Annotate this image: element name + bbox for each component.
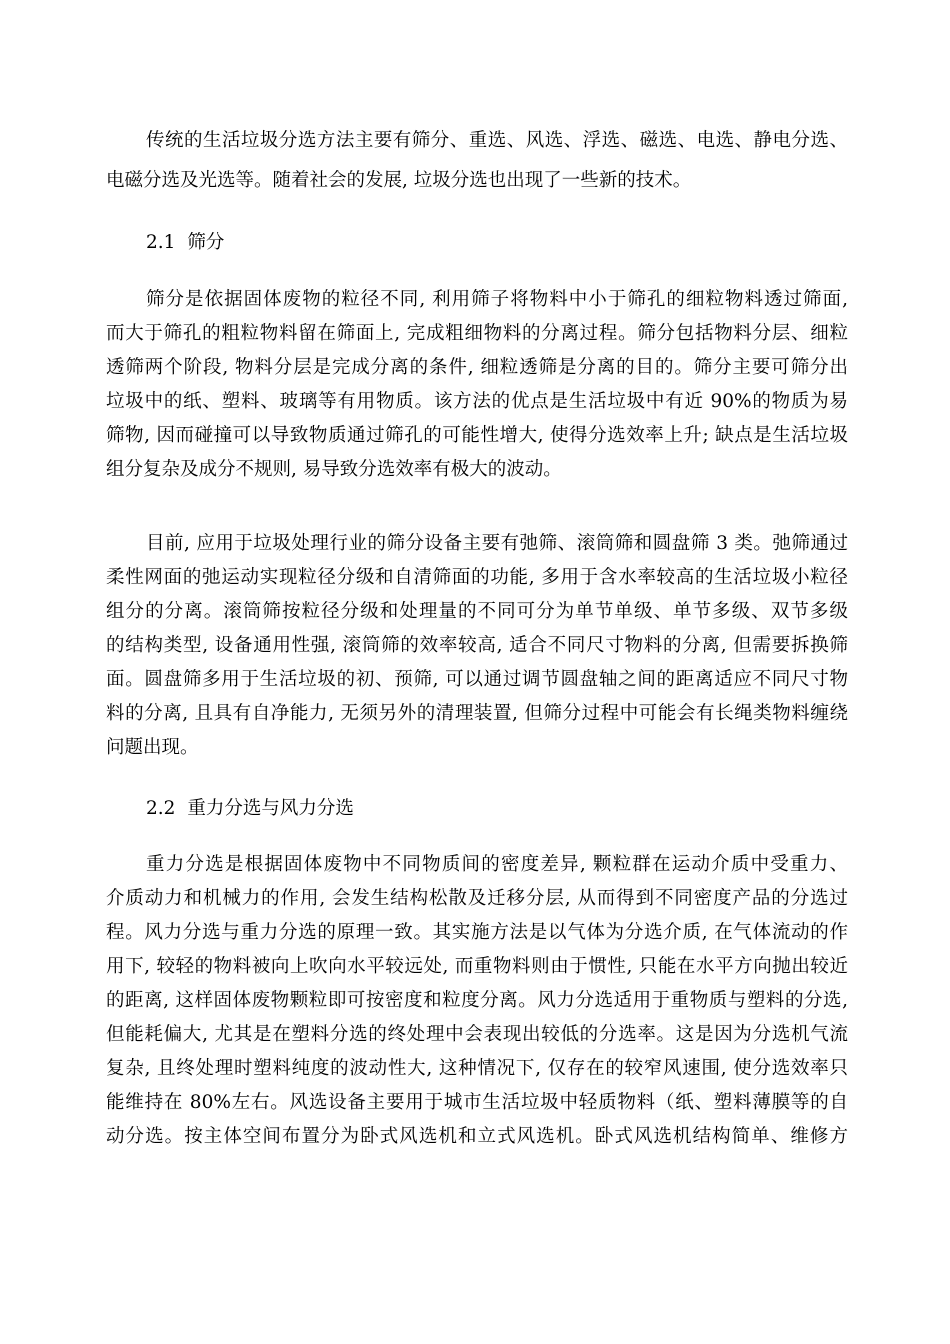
- s22-p1-line-3: 程。风力分选与重力分选的原理一致。其实施方法是以气体为分选介质, 在气体流动的作: [106, 922, 848, 943]
- s21-p1-line-2: 而大于筛孔的粗粒物料留在筛面上, 完成粗细物料的分离过程。筛分包括物料分层、细粒: [106, 323, 848, 344]
- s21-p2-line-5: 面。圆盘筛多用于生活垃圾的初、预筛, 可以通过调节圆盘轴之间的距离适应不同尺寸物: [106, 669, 848, 690]
- section-2-2-title: 重力分选与风力分选: [187, 798, 354, 819]
- section-2-2-number: 2.2: [146, 798, 176, 819]
- s22-p1-line-1: 重力分选是根据固体废物中不同物质间的密度差异, 颗粒群在运动介质中受重力、: [146, 854, 848, 875]
- s21-p2-line-3: 组分的分离。滚筒筛按粒径分级和处理量的不同可分为单节单级、单节多级、双节多级: [106, 601, 848, 622]
- s22-p1-line-6: 但能耗偏大, 尤其是在塑料分选的终处理中会表现出较低的分选率。这是因为分选机气流: [106, 1024, 848, 1045]
- s21-p2-line-4: 的结构类型, 设备通用性强, 滚筒筛的效率较高, 适合不同尺寸物料的分离, 但需要拆换筛: [106, 635, 848, 656]
- intro-line-1: 传统的生活垃圾分选方法主要有筛分、重选、风选、浮选、磁选、电选、静电分选、: [146, 130, 848, 151]
- s22-p1-line-8: 能维持在 80%左右。风选设备主要用于城市生活垃圾中轻质物料（纸、塑料薄膜等的自: [106, 1092, 848, 1113]
- section-2-1-heading: [146, 230, 224, 256]
- section-2-1-number: 2.1: [146, 232, 176, 253]
- s21-p2-line-1: 目前, 应用于垃圾处理行业的筛分设备主要有弛筛、滚筒筛和圆盘筛 3 类。弛筛通过: [146, 533, 848, 554]
- s22-p1-line-4: 用下, 较轻的物料被向上吹向水平较远处, 而重物料则由于惯性, 只能在水平方向抛出较近: [106, 956, 848, 977]
- intro-line-2: 电磁分选及光选等。随着社会的发展, 垃圾分选也出现了一些新的技术。: [106, 170, 692, 191]
- s21-p2-line-2: 柔性网面的弛运动实现粒径分级和自清筛面的功能, 多用于含水率较高的生活垃圾小粒径: [106, 567, 848, 588]
- s22-p1-line-5: 的距离, 这样固体废物颗粒即可按密度和粒度分离。风力分选适用于重物质与塑料的分选,: [106, 990, 848, 1011]
- s21-p1-line-3: 透筛两个阶段, 物料分层是完成分离的条件, 细粒透筛是分离的目的。筛分主要可筛分出: [106, 357, 848, 378]
- s21-p1-line-5: 筛物, 因而碰撞可以导致物质通过筛孔的可能性增大, 使得分选效率上升; 缺点是生活垃圾: [106, 425, 848, 446]
- s21-p1-line-6: 组分复杂及成分不规则, 易导致分选效率有极大的波动。: [106, 459, 562, 480]
- s22-p1-line-9: 动分选。按主体空间布置分为卧式风选机和立式风选机。卧式风选机结构简单、维修方: [106, 1126, 848, 1147]
- section-2-2-heading: [146, 796, 354, 822]
- s21-p2-line-7: 问题出现。: [106, 737, 199, 758]
- s21-p1-line-4: 垃圾中的纸、塑料、玻璃等有用物质。该方法的优点是生活垃圾中有近 90%的物质为易: [106, 391, 848, 412]
- s21-p1-line-1: 筛分是依据固体废物的粒径不同, 利用筛子将物料中小于筛孔的细粒物料透过筛面,: [146, 289, 848, 310]
- s21-p2-line-6: 料的分离, 且具有自净能力, 无须另外的清理装置, 但筛分过程中可能会有长绳类物料缠绕: [106, 703, 848, 724]
- section-2-1-title: 筛分: [187, 232, 225, 253]
- s22-p1-line-7: 复杂, 且终处理时塑料纯度的波动性大, 这种情况下, 仅存在的较窄风速围, 使分选效率只: [106, 1058, 848, 1079]
- s22-p1-line-2: 介质动力和机械力的作用, 会发生结构松散及迁移分层, 从而得到不同密度产品的分选过: [106, 888, 848, 909]
